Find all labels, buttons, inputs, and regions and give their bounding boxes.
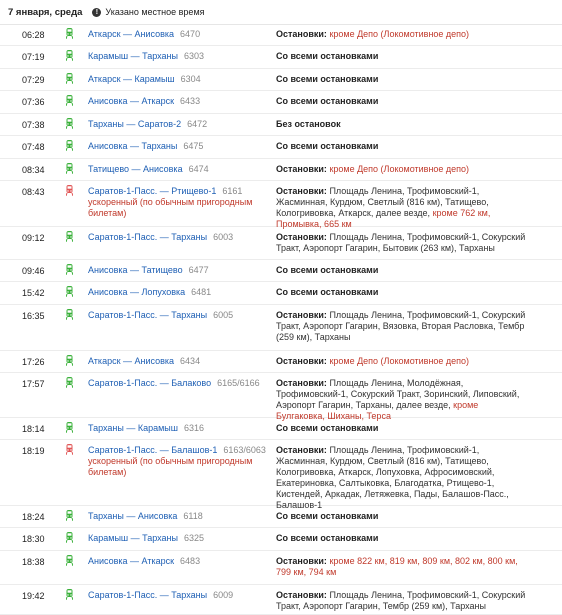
route-cell bbox=[88, 186, 270, 219]
route-link[interactable]: Саратов-1-Пасс. — Тарханы bbox=[88, 590, 208, 600]
route-link[interactable]: Саратов-1-Пасс. — Балаково bbox=[88, 378, 212, 388]
schedule-row[interactable] bbox=[0, 159, 562, 181]
departure-time: 17:57 bbox=[22, 379, 45, 389]
train-icon bbox=[66, 355, 73, 366]
route-cell bbox=[88, 423, 270, 434]
all-stops-label: Со всеми остановками bbox=[276, 96, 379, 106]
route-cell bbox=[88, 533, 270, 544]
train-icon bbox=[66, 444, 73, 455]
route-link[interactable]: Аткарск — Анисовка bbox=[88, 356, 175, 366]
stops-list: Площадь Ленина, Трофимовский-1, Жасминная, Курдюм, Светлый (816 км), Татищево, Кологривовка, Аткарск, Лопуховка, Афросимовский, Екатериновка, Салтыковка, Благодатка, Ртищево-1, Кистендей, Аркадак, Летяжевка, Пады, Балашов-Пасс., Балашов-1 bbox=[276, 445, 509, 510]
stops-list: Площадь Ленина, Молодёжная, Трофимовский-1, Сокурский Тракт, Зоринский, Липовский, Аэропорт Гагарин, Тарханы, далее везде, bbox=[276, 378, 520, 410]
stops-prefix: Остановки: bbox=[276, 186, 327, 196]
train-icon bbox=[66, 532, 73, 543]
route-link[interactable]: Анисовка — Лопуховка bbox=[88, 287, 186, 297]
route-cell bbox=[88, 29, 270, 40]
train-icon bbox=[66, 422, 73, 433]
train-number: 6009 bbox=[213, 590, 234, 600]
departure-time: 07:38 bbox=[22, 120, 45, 130]
schedule-row[interactable] bbox=[0, 440, 562, 510]
schedule-row[interactable] bbox=[0, 114, 562, 136]
train-icon bbox=[66, 185, 73, 196]
train-number: 6161 bbox=[222, 186, 243, 196]
train-number: 6483 bbox=[180, 556, 201, 566]
route-link[interactable]: Тарханы — Саратов-2 bbox=[88, 119, 182, 129]
all-stops-label: Со всеми остановками bbox=[276, 511, 379, 521]
departure-time: 18:24 bbox=[22, 512, 45, 522]
departure-time: 17:26 bbox=[22, 357, 45, 367]
departure-time: 09:46 bbox=[22, 266, 45, 276]
route-cell bbox=[88, 445, 270, 478]
route-link[interactable]: Аткарск — Анисовка bbox=[88, 29, 175, 39]
train-number: 6165/6166 bbox=[217, 378, 260, 388]
schedule-row[interactable] bbox=[0, 69, 562, 91]
route-cell bbox=[88, 141, 270, 152]
route-cell bbox=[88, 265, 270, 276]
stops-list: Площадь Ленина, Трофимовский-1, Сокурский Тракт, Аэропорт Гагарин, Вязовка, Вторая Расловка, Тембр (259 км), Тарханы bbox=[276, 310, 526, 342]
train-number: 6434 bbox=[180, 356, 201, 366]
train-icon bbox=[66, 50, 73, 61]
route-cell bbox=[88, 74, 270, 85]
route-link[interactable]: Анисовка — Аткарск bbox=[88, 556, 175, 566]
stops-cell bbox=[276, 310, 528, 343]
route-cell bbox=[88, 232, 270, 243]
route-cell bbox=[88, 119, 270, 130]
train-icon bbox=[66, 510, 73, 521]
schedule-row[interactable] bbox=[0, 528, 562, 551]
stops-exception: кроме 762 км, Промывка, 665 км bbox=[276, 208, 491, 229]
route-cell bbox=[88, 511, 270, 522]
departure-time: 07:19 bbox=[22, 52, 45, 62]
stops-cell bbox=[276, 29, 528, 40]
stops-cell bbox=[276, 445, 528, 511]
stops-cell bbox=[276, 556, 528, 578]
route-link[interactable]: Анисовка — Аткарск bbox=[88, 96, 175, 106]
stops-cell bbox=[276, 74, 528, 85]
train-icon bbox=[66, 163, 73, 174]
route-link[interactable]: Татищево — Анисовка bbox=[88, 164, 183, 174]
route-link[interactable]: Саратов-1-Пасс. — Ртищево-1 bbox=[88, 186, 217, 196]
train-number: 6475 bbox=[183, 141, 204, 151]
stops-cell bbox=[276, 511, 528, 522]
stops-prefix: Остановки: bbox=[276, 164, 327, 174]
stops-exception: кроме Депо (Локомотивное депо) bbox=[329, 164, 470, 174]
stops-cell bbox=[276, 378, 528, 422]
train-number: 6477 bbox=[188, 265, 209, 275]
stops-cell bbox=[276, 51, 528, 62]
route-cell bbox=[88, 164, 270, 175]
stops-cell bbox=[276, 119, 528, 130]
express-note: ускоренный (по обычным пригородным билетам) bbox=[88, 456, 253, 477]
stops-cell bbox=[276, 96, 528, 107]
all-stops-label: Со всеми остановками bbox=[276, 423, 379, 433]
departure-time: 18:30 bbox=[22, 534, 45, 544]
train-number: 6304 bbox=[180, 74, 201, 84]
stops-list: Площадь Ленина, Трофимовский-1, Сокурский Тракт, Аэропорт Гагарин, Бытовик (263 км), Тарханы bbox=[276, 232, 526, 253]
route-cell bbox=[88, 310, 270, 321]
route-link[interactable]: Саратов-1-Пасс. — Тарханы bbox=[88, 232, 208, 242]
train-number: 6316 bbox=[183, 423, 205, 433]
schedule-row[interactable] bbox=[0, 506, 562, 528]
train-icon bbox=[66, 28, 73, 39]
train-number: 6005 bbox=[213, 310, 234, 320]
stops-cell bbox=[276, 356, 528, 367]
schedule-row[interactable] bbox=[0, 24, 562, 46]
stops-exception: кроме Депо (Локомотивное депо) bbox=[329, 29, 470, 39]
stops-cell bbox=[276, 232, 528, 254]
route-cell bbox=[88, 590, 270, 601]
route-link[interactable]: Карамыш — Тарханы bbox=[88, 533, 178, 543]
route-link[interactable]: Тарханы — Карамыш bbox=[88, 423, 178, 433]
departure-time: 07:48 bbox=[22, 142, 45, 152]
stops-prefix: Остановки: bbox=[276, 310, 327, 320]
all-stops-label: Со всеми остановками bbox=[276, 141, 379, 151]
stops-list: Площадь Ленина, Трофимовский-1, Сокурский Тракт, Аэропорт Гагарин, Тембр (259 км), Тарханы bbox=[276, 590, 526, 611]
departure-time: 07:36 bbox=[22, 97, 45, 107]
schedule-row[interactable] bbox=[0, 136, 562, 159]
train-number: 6481 bbox=[191, 287, 212, 297]
departure-time: 18:19 bbox=[22, 446, 45, 456]
all-stops-label: Со всеми остановками bbox=[276, 51, 379, 61]
route-cell bbox=[88, 96, 270, 107]
timezone-note-text: Указано местное время bbox=[105, 7, 205, 17]
departure-time: 07:29 bbox=[22, 75, 45, 85]
schedule-header bbox=[8, 4, 205, 20]
train-icon bbox=[66, 231, 73, 242]
schedule-row[interactable] bbox=[0, 260, 562, 282]
stops-prefix: Остановки: bbox=[276, 378, 327, 388]
departure-time: 18:38 bbox=[22, 557, 45, 567]
departure-time: 18:14 bbox=[22, 424, 45, 434]
stops-prefix: Остановки: bbox=[276, 590, 327, 600]
train-number: 6433 bbox=[180, 96, 201, 106]
route-link[interactable]: Тарханы — Анисовка bbox=[88, 511, 178, 521]
all-stops-label: Со всеми остановками bbox=[276, 74, 379, 84]
stops-prefix: Остановки: bbox=[276, 445, 327, 455]
schedule-list bbox=[0, 24, 562, 615]
train-number: 6303 bbox=[183, 51, 205, 61]
train-icon bbox=[66, 589, 73, 600]
schedule-row[interactable] bbox=[0, 373, 562, 421]
departure-time: 08:34 bbox=[22, 165, 45, 175]
schedule-row[interactable] bbox=[0, 282, 562, 305]
route-cell bbox=[88, 51, 270, 62]
route-link[interactable]: Карамыш — Тарханы bbox=[88, 51, 178, 61]
route-link[interactable]: Саратов-1-Пасс. — Тарханы bbox=[88, 310, 208, 320]
stops-prefix: Остановки: bbox=[276, 556, 327, 566]
stops-cell bbox=[276, 287, 528, 298]
route-cell bbox=[88, 287, 270, 298]
route-cell bbox=[88, 378, 270, 389]
stops-exception: кроме Булгаковка, Шиханы, Терса bbox=[276, 400, 479, 421]
train-number: 6325 bbox=[183, 533, 205, 543]
schedule-row[interactable] bbox=[0, 91, 562, 114]
schedule-row[interactable] bbox=[0, 181, 562, 227]
departure-time: 15:42 bbox=[22, 288, 45, 298]
route-link[interactable]: Саратов-1-Пасс. — Балашов-1 bbox=[88, 445, 218, 455]
schedule-date: 7 января, среда bbox=[8, 6, 83, 18]
stops-cell bbox=[276, 265, 528, 276]
route-cell bbox=[88, 556, 270, 567]
train-number: 6163/6063 bbox=[223, 445, 266, 455]
departure-time: 06:28 bbox=[22, 30, 45, 40]
route-link[interactable]: Аткарск — Карамыш bbox=[88, 74, 175, 84]
stops-list: Площадь Ленина, Трофимовский-1, Жасминная, Курдюм, Светлый (816 км), Татищево, Кологривовка, Аткарск, далее везде, bbox=[276, 186, 489, 218]
train-number: 6474 bbox=[188, 164, 209, 174]
train-number: 6118 bbox=[183, 511, 203, 521]
info-icon: ! bbox=[92, 8, 101, 17]
schedule-row[interactable] bbox=[0, 46, 562, 69]
all-stops-label: Со всеми остановками bbox=[276, 533, 379, 543]
timezone-note bbox=[92, 7, 204, 17]
stops-cell bbox=[276, 423, 528, 434]
stops-prefix: Остановки: bbox=[276, 29, 327, 39]
schedule-row[interactable] bbox=[0, 551, 562, 585]
departure-time: 16:35 bbox=[22, 311, 45, 321]
route-link[interactable]: Анисовка — Тарханы bbox=[88, 141, 178, 151]
stops-exception: кроме 822 км, 819 км, 809 км, 802 км, 800 км, 799 км, 794 км bbox=[276, 556, 518, 577]
train-icon bbox=[66, 264, 73, 275]
train-number: 6470 bbox=[180, 29, 201, 39]
departure-time: 08:43 bbox=[22, 187, 45, 197]
route-link[interactable]: Анисовка — Татищево bbox=[88, 265, 183, 275]
train-icon bbox=[66, 555, 73, 566]
all-stops-label: Со всеми остановками bbox=[276, 265, 379, 275]
express-note: ускоренный (по обычным пригородным билетам) bbox=[88, 197, 253, 218]
train-number: 6003 bbox=[213, 232, 234, 242]
stops-exception: кроме Депо (Локомотивное депо) bbox=[329, 356, 470, 366]
all-stops-label: Со всеми остановками bbox=[276, 287, 379, 297]
departure-time: 19:42 bbox=[22, 591, 45, 601]
stops-cell bbox=[276, 186, 528, 230]
train-icon bbox=[66, 95, 73, 106]
train-icon bbox=[66, 309, 73, 320]
schedule-row[interactable] bbox=[0, 305, 562, 351]
schedule-row[interactable] bbox=[0, 351, 562, 373]
train-icon bbox=[66, 377, 73, 388]
train-icon bbox=[66, 118, 73, 129]
schedule-row[interactable] bbox=[0, 585, 562, 615]
schedule-row[interactable] bbox=[0, 418, 562, 440]
schedule-row[interactable] bbox=[0, 227, 562, 260]
stops-cell bbox=[276, 533, 528, 544]
train-icon bbox=[66, 140, 73, 151]
train-icon bbox=[66, 286, 73, 297]
stops-prefix: Остановки: bbox=[276, 356, 327, 366]
departure-time: 09:12 bbox=[22, 233, 45, 243]
train-icon bbox=[66, 73, 73, 84]
route-cell bbox=[88, 356, 270, 367]
stops-cell bbox=[276, 141, 528, 152]
no-stops-label: Без остановок bbox=[276, 119, 341, 129]
stops-cell bbox=[276, 164, 528, 175]
train-number: 6472 bbox=[187, 119, 208, 129]
stops-prefix: Остановки: bbox=[276, 232, 327, 242]
